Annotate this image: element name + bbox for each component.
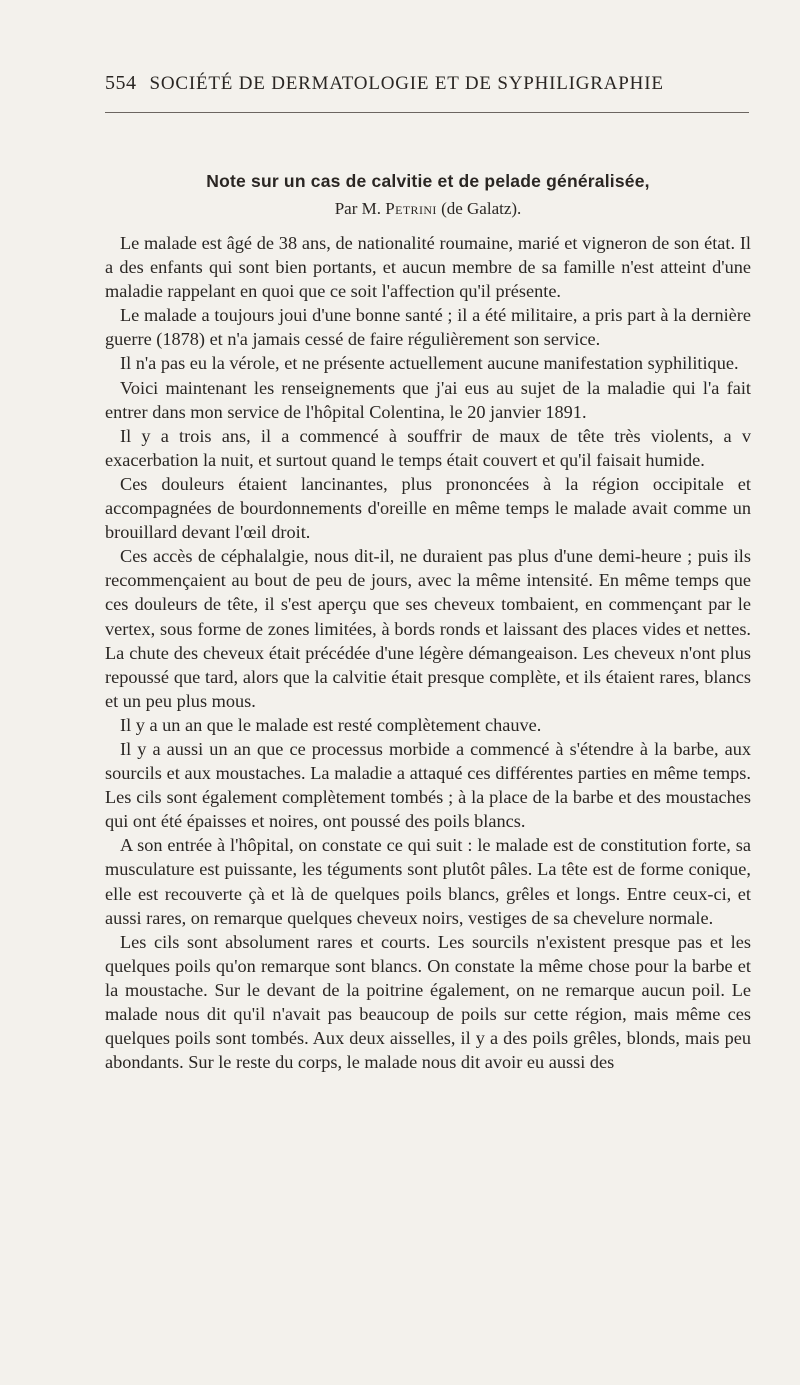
paragraph: Il y a aussi un an que ce processus morbide a commencé à s'étendre à la barbe, aux sourcils et aux moustaches. La maladie a attaqué ces différentes parties en même temps. Les cils sont également complètement tombés ; à la place de la barbe et des moustaches qui ont été épaisses et noires, ont poussé des poils blancs. — [105, 738, 751, 832]
paragraph: Le malade est âgé de 38 ans, de nationalité roumaine, marié et vigneron de son état. Il a des enfants qui sont bien portants, et aucun membre de sa famille n'est atteint d'une maladie rappelant en quoi que ce soit l'affection qu'il présente. — [105, 233, 751, 302]
book-page — [105, 72, 751, 1074]
paragraph: Ces douleurs étaient lancinantes, plus prononcées à la région occipitale et accompagnées de bourdonnements d'oreille en même temps le malade avait comme un brouillard devant l'œil droit. — [105, 473, 751, 543]
paragraph: Les cils sont absolument rares et courts. Les sourcils n'existent presque pas et les quelques poils qu'on remarque sont blancs. On constate la même chose pour la barbe et la moustache. Sur le devant de la poitrine également, on ne remarque aucun poil. Le malade nous dit qu'il n'avait pas beaucoup de poils sur cette région, mais même ces quelques poils sont tombés. Aux deux aisselles, il y a des poils grêles, blonds, mais peu abondants. Sur le reste du corps, le malade nous dit avoir eu aussi des — [105, 931, 751, 1073]
paragraph: Ces accès de céphalalgie, nous dit-il, ne duraient pas plus d'une demi-heure ; puis ils recommençaient au bout de peu de jours, avec la même intensité. En même temps que ces douleurs de tête, il s'est aperçu que ses cheveux tombaient, en commençant par le vertex, sous forme de zones limitées, à bords ronds et laissant des places vides et nettes. La chute des cheveux était précédée d'une légère démangeaison. Les cheveux n'ont plus repoussé que tard, alors que la calvitie était presque complète, et ils étaient rares, blancs et un peu plus mous. — [105, 546, 751, 711]
paragraph: Il y a un an que le malade est resté complètement chauve. — [120, 714, 542, 735]
paragraph: Le malade a toujours joui d'une bonne santé ; il a été militaire, a pris part à la dernière guerre (1878) et n'a jamais cessé de faire régulièrement son service. — [105, 305, 751, 350]
paragraph: Voici maintenant les renseignements que j'ai eus au sujet de la maladie qui l'a fait entrer dans mon service de l'hôpital Colentina, le 20 janvier 1891. — [105, 377, 751, 422]
paragraph: A son entrée à l'hôpital, on constate ce qui suit : le malade est de constitution forte, sa musculature est puissante, les téguments sont plutôt pâles. La tête est de forme conique, elle est recouverte çà et là de quelques poils blancs, grêles et longs. Entre ceux-ci, et aussi rares, on remarque quelques cheveux noirs, vestiges de sa chevelure normale. — [105, 835, 751, 928]
article-author — [105, 199, 751, 219]
journal-title: SOCIÉTÉ DE DERMATOLOGIE ET DE SYPHILIGRAPHIE — [149, 73, 664, 94]
page-number: 554 — [105, 72, 137, 94]
header-divider — [105, 112, 749, 113]
paragraph: Il y a trois ans, il a commencé à souffrir de maux de tête très violents, a v exacerbation la nuit, et surtout quand le temps était couvert et qu'il faisait humide. — [105, 425, 751, 470]
author-affiliation: (de Galatz). — [441, 199, 522, 218]
running-head — [105, 72, 751, 102]
article-title: Note sur un cas de calvitie et de pelade généralisée, — [206, 171, 650, 191]
paragraph: Il n'a pas eu la vérole, et ne présente actuellement aucune manifestation syphilitique. — [120, 353, 739, 374]
author-prefix: Par M. — [334, 199, 381, 218]
article-body — [105, 231, 751, 1074]
author-name: Petrini — [385, 199, 437, 218]
